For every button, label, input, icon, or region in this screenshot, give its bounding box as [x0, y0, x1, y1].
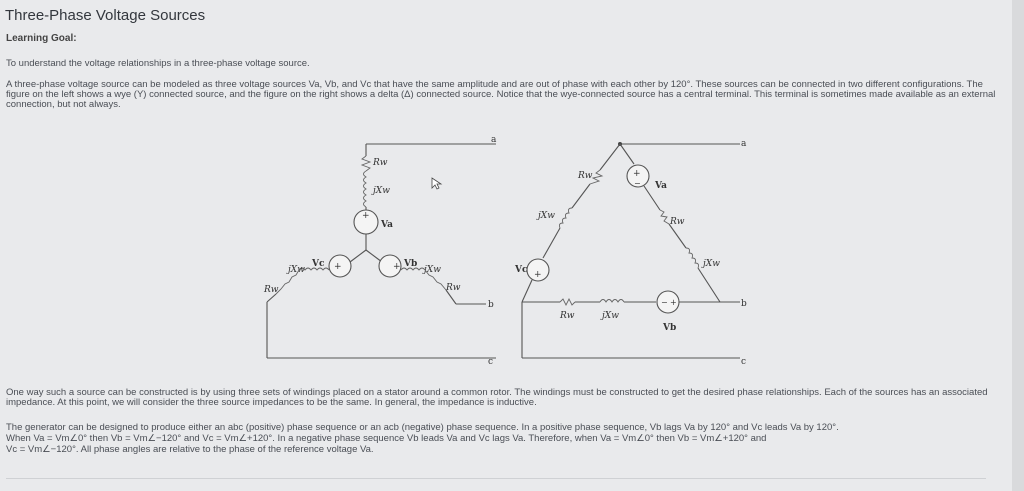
delta-wire-left1 [600, 144, 620, 170]
delta-terminal-a: a [741, 139, 747, 149]
wye-terminal-c: c [488, 357, 494, 367]
wye-vc-plus: + [334, 262, 342, 272]
mouse-cursor-icon [432, 178, 441, 189]
delta-jx-bottom-label: jXw [602, 311, 619, 321]
wye-circuit [263, 135, 497, 367]
wye-va-label: Va [381, 220, 393, 230]
delta-wire-left4 [522, 280, 532, 302]
wye-wire-neutral-right [366, 250, 382, 262]
delta-rw-right-label: Rw [670, 217, 685, 227]
delta-wire-right4 [698, 268, 720, 302]
wye-vb-plus: + [393, 262, 401, 272]
learning-goal-label: Learning Goal: [6, 33, 77, 44]
wye-rw-top-resistor [362, 156, 370, 171]
wye-rw-left-label: Rw [264, 285, 279, 295]
circuit-diagram [250, 132, 760, 374]
intro-paragraph: A three-phase voltage source can be modeled as three voltage sources Va, Vb, and Vc that have the same amplitude and are out of phase with each other by 120°. These sources can be connected in two different configurations. The figure on the left shows a wye (Y) connected source, and the figure on the right shows a delta (Δ) connected source. Notice that the wye-connected source has a central terminal. This terminal is sometimes made available as an external connection, but not always. [6, 79, 996, 110]
delta-wire-left2 [572, 184, 590, 208]
delta-jx-bottom-inductor [600, 300, 624, 303]
delta-va-minus: − [634, 179, 641, 188]
wye-jx-top-label: jXw [373, 186, 390, 196]
delta-circuit [514, 139, 747, 367]
wye-wire-c-diag [267, 294, 276, 302]
wye-wire-neutral-left [350, 250, 366, 262]
page-title: Three-Phase Voltage Sources [5, 7, 206, 24]
window-edge [1012, 0, 1024, 491]
delta-va-plus: + [633, 169, 641, 179]
wye-vb-label: Vb [404, 259, 418, 269]
wye-terminal-a: a [491, 135, 497, 145]
delta-jx-right-inductor [686, 248, 699, 268]
circuit-figure [250, 132, 760, 374]
delta-wire-right3 [669, 224, 686, 248]
delta-vb-label: Vb [663, 323, 677, 333]
delta-rw-left-label: Rw [578, 171, 593, 181]
learning-goal-text: To understand the voltage relationships in a three-phase voltage source. [6, 58, 310, 69]
wye-jx-right-label: jXw [424, 265, 441, 275]
wye-vc-label: Vc [312, 259, 325, 269]
delta-vb-plus: + [670, 298, 677, 307]
phase-sequence-line-2: When Va = Vm∠0° then Vb = Vm∠−120° and Vc = Vm∠+120°. In a negative phase sequence Vb leads Va and Vc lags Va. Therefore, when Va = Vm∠0° then Vb = Vm∠+120° and [6, 433, 767, 444]
delta-vb-minus: − [661, 298, 668, 307]
wye-jx-left-label: jXw [288, 265, 305, 275]
delta-rw-right-resistor [660, 210, 669, 224]
delta-rw-bottom-label: Rw [560, 311, 575, 321]
wye-rw-top-label: Rw [373, 158, 388, 168]
delta-wire-right1 [620, 144, 634, 164]
divider [6, 478, 986, 479]
delta-va-label: Va [655, 181, 667, 191]
delta-jx-left-inductor [559, 208, 572, 228]
wye-jx-top-inductor [364, 171, 367, 207]
windings-paragraph: One way such a source can be constructed is by using three sets of windings placed on a stator around a common rotor. The windings must be constructed to get the desired phase relationships. Each of the sources has an associated impedance. At this point, we will consider the three source impedances to be the same. In general, the impedance is inductive. [6, 387, 988, 408]
delta-wire-left3 [543, 228, 560, 258]
delta-terminal-b: b [741, 299, 747, 309]
delta-vc-plus: + [534, 270, 542, 280]
wye-terminal-b: b [488, 300, 494, 310]
phase-sequence-paragraph [6, 422, 996, 455]
delta-terminal-c: c [741, 357, 747, 367]
delta-jx-left-label: jXw [538, 211, 555, 221]
delta-jx-right-label: jXw [703, 259, 720, 269]
phase-sequence-line-1: The generator can be designed to produce either an abc (positive) phase sequence or an acb (negative) phase sequence. In a positive phase sequence, Vb lags Va by 120° and Vc leads Va by 120°. [6, 422, 839, 433]
wye-rw-right-label: Rw [446, 283, 461, 293]
delta-vc-label: Vc [515, 265, 528, 275]
delta-rw-bottom-resistor [560, 299, 575, 305]
wye-va-plus: + [362, 211, 370, 221]
phase-sequence-line-3: Vc = Vm∠−120°. All phase angles are relative to the phase of the reference voltage Va. [6, 444, 374, 455]
